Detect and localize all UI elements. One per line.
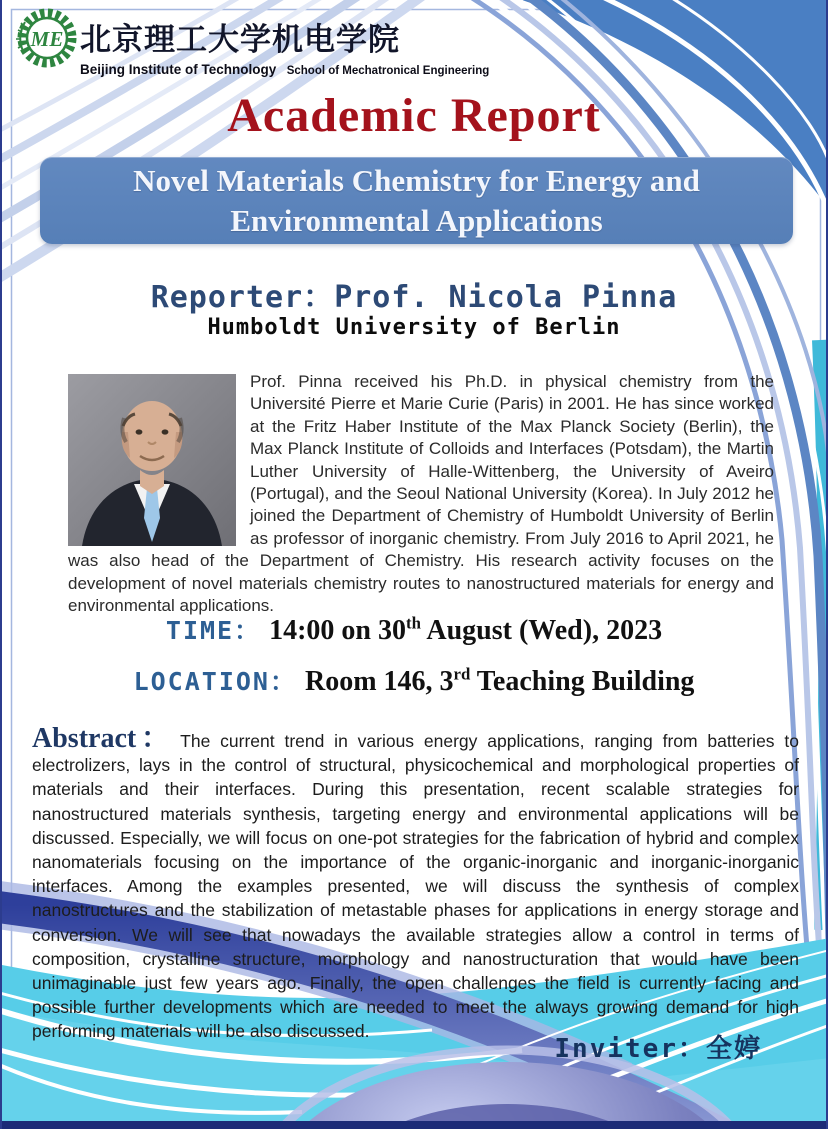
- time-ordinal-sup: th: [406, 613, 421, 633]
- reporter-name: Prof. Nicola Pinna: [334, 280, 678, 315]
- poster-content: [2, 0, 826, 1129]
- abstract-label: Abstract：: [32, 723, 175, 754]
- location-value: Room 146, 3rd Teaching Building: [304, 664, 695, 697]
- institution-en-label: Beijing Institute of Technology: [80, 62, 277, 77]
- institution-block: [80, 14, 489, 79]
- location-line: [2, 662, 826, 698]
- school-en-label: School of Mechatronical Engineering: [286, 65, 490, 77]
- inviter-label: Inviter：: [554, 1034, 706, 1064]
- school-logo-icon: [14, 6, 78, 70]
- inviter-name: 全婷: [705, 1034, 762, 1064]
- talk-title-line1: Novel Materials Chemistry for Energy and: [133, 162, 700, 198]
- talk-title-line2: Environmental Applications: [230, 202, 603, 238]
- abstract-body: The current trend in various energy applications, ranging from batteries to electrolizers, lays in the control of structural, physicochemical and morphological properties of materials and their interfaces. During this presentation, recent scalable strategies for nanostructured materials synthesis, targeting energy and environmental applications will be discussed. Especially, we will focus on one-pot strategies for the fabrication of hybrid and complex nanomaterials focusing on the importance of the organic-inorganic and inorganic-inorganic interfaces. Among the examples presented, we will discuss the synthesis of complex nanostructures and the stabilization of metastable phases for applications in energy storage and conversion. We will see that nowadays the available strategies allow a control in terms of composition, crystalline structure, morphology and nanostructuration that would have been unimaginable just few years ago. Finally, the open challenges the field is currently facing and possible further developments which are needed to meet the always growing demand for high performing materials will be also discussed.: [32, 731, 799, 1042]
- location-label: LOCATION：: [133, 667, 297, 696]
- reporter-bio: [68, 371, 774, 617]
- time-line: [2, 611, 826, 647]
- reporter-line: [2, 272, 826, 316]
- reporter-affiliation: Humboldt University of Berlin: [207, 315, 621, 340]
- svg-text:ME: ME: [30, 27, 64, 51]
- reporter-photo: [68, 374, 236, 546]
- time-label: TIME：: [165, 616, 262, 645]
- reporter-bio-text: Prof. Pinna received his Ph.D. in physical chemistry from the Université Pierre et Marie Curie (Paris) in 2001. He has since worked at the Fritz Haber Institute of the Max Planck Society (Berlin), the Max Planck Institute of Colloids and Interfaces (Potsdam), the Martin Luther University of Halle-Wittenberg, the University of Aveiro (Portugal), and the Seoul National University (Korea). In July 2012 he joined the Department of Chemistry of Humboldt University of Berlin as professor of inorganic chemistry. From July 2016 to April 2021, he was also head of the Department of Chemistry. His research activity focuses on the development of novel materials chemistry routes to nanostructured materials for energy and environmental applications.: [68, 372, 774, 616]
- page-title: Academic Report: [227, 89, 601, 142]
- time-value: 14:00 on 30th August (Wed), 2023: [269, 613, 663, 646]
- institution-name-cn: 北京理工大学机电学院: [80, 22, 400, 57]
- location-ordinal-sup: rd: [453, 664, 471, 684]
- institution-name-en: [80, 61, 489, 79]
- reporter-label: Reporter：: [150, 280, 335, 315]
- inviter-line: [554, 1028, 762, 1065]
- abstract-section: [32, 723, 799, 1044]
- talk-title-banner: [40, 157, 793, 244]
